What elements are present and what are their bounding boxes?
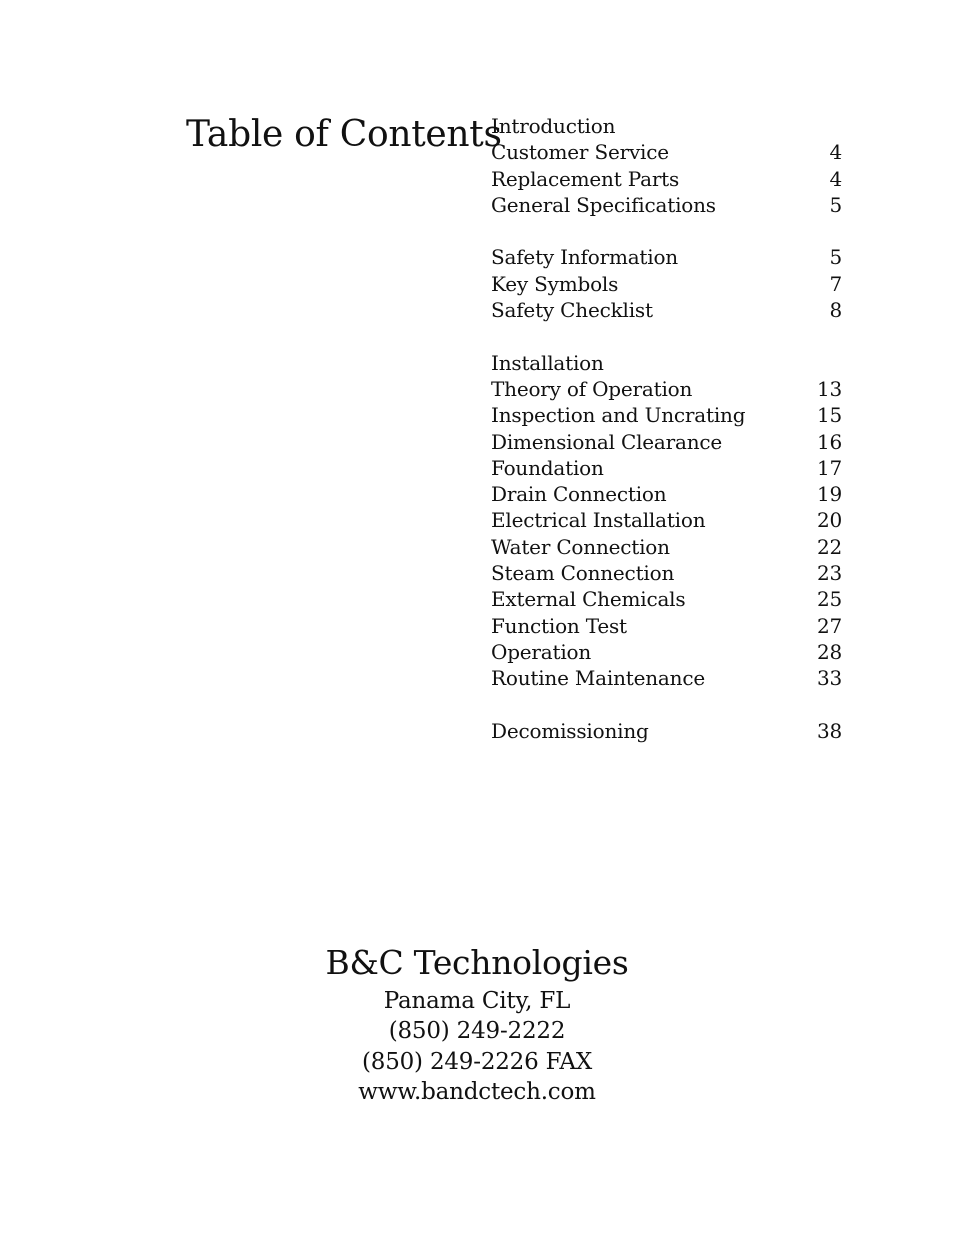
toc-entry-title: Inspection and Uncrating xyxy=(491,403,746,428)
toc-entry xyxy=(491,271,842,297)
toc-entry-page: 27 xyxy=(816,613,842,638)
toc-group xyxy=(491,244,842,323)
toc-group xyxy=(491,350,842,692)
toc-entry xyxy=(491,481,842,507)
toc-entry xyxy=(491,376,842,402)
toc-entry-title: General Specifications xyxy=(491,192,716,217)
toc-entry xyxy=(491,350,842,376)
toc-entry xyxy=(491,586,842,612)
toc-entry-title: Installation xyxy=(491,350,604,375)
toc-entry-title: Drain Connection xyxy=(491,482,667,507)
toc-entry-page: 22 xyxy=(816,534,842,559)
toc-entry-title: Steam Connection xyxy=(491,561,675,586)
toc-entry-title: Customer Service xyxy=(491,140,669,165)
toc-entry-page: 5 xyxy=(829,245,842,270)
toc-entry xyxy=(491,297,842,323)
toc-entry-title: Foundation xyxy=(491,455,604,480)
toc-entry-page: 33 xyxy=(816,666,842,691)
toc-entry-page: 23 xyxy=(816,561,842,586)
toc-entry xyxy=(491,429,842,455)
company-website: www.bandctech.com xyxy=(358,1078,596,1105)
company-name: B&C Technologies xyxy=(325,943,629,982)
toc-entry-title: Operation xyxy=(491,639,592,664)
toc-entry xyxy=(491,244,842,270)
toc-entry-page: 5 xyxy=(829,192,842,217)
toc-entry-title: Introduction xyxy=(491,114,616,138)
toc-entry xyxy=(491,718,842,744)
toc-entry xyxy=(491,192,842,218)
toc-entry-title: Decomissioning xyxy=(491,718,649,743)
toc-entry-title: Function Test xyxy=(491,613,627,638)
toc-entry-page: 25 xyxy=(816,587,842,612)
toc-entry xyxy=(491,455,842,481)
toc-entry-title: Routine Maintenance xyxy=(491,666,705,691)
company-fax: (850) 249-2226 FAX xyxy=(361,1048,593,1075)
toc-entry-title: External Chemicals xyxy=(491,587,686,612)
toc-entry-title: Safety Checklist xyxy=(491,298,653,323)
toc-entry xyxy=(491,560,842,586)
toc-group xyxy=(491,718,842,744)
toc-entry-page: 20 xyxy=(816,508,842,533)
toc-entry-page: 19 xyxy=(816,482,842,507)
page-title: Table of Contents xyxy=(186,114,502,155)
toc-entry-page: 7 xyxy=(829,271,842,296)
toc-entry-page: 15 xyxy=(816,403,842,428)
toc-entry-title: Electrical Installation xyxy=(491,508,706,533)
toc-entry-page: 17 xyxy=(816,455,842,480)
toc-entry xyxy=(491,534,842,560)
toc-entry xyxy=(491,665,842,691)
company-location: Panama City, FL xyxy=(383,988,571,1014)
toc-entry-page: 38 xyxy=(816,718,842,743)
toc-entry xyxy=(491,507,842,533)
company-phone: (850) 249-2222 xyxy=(388,1018,566,1045)
toc-entry xyxy=(491,113,842,139)
toc-entry-page: 16 xyxy=(816,429,842,454)
toc-list xyxy=(491,113,842,770)
toc-group xyxy=(491,113,842,218)
toc-entry xyxy=(491,613,842,639)
toc-entry-title: Theory of Operation xyxy=(491,376,693,401)
toc-entry xyxy=(491,166,842,192)
company-info xyxy=(0,940,954,1107)
toc-entry-page: 8 xyxy=(829,298,842,323)
toc-entry-page: 13 xyxy=(816,376,842,401)
toc-entry-page: 4 xyxy=(829,166,842,191)
toc-entry-page: 4 xyxy=(829,140,842,165)
toc-entry xyxy=(491,639,842,665)
toc-entry xyxy=(491,402,842,428)
toc-entry-title: Water Connection xyxy=(491,534,670,559)
toc-entry-title: Replacement Parts xyxy=(491,166,680,191)
toc-entry-page: 28 xyxy=(816,639,842,664)
toc-entry-title: Dimensional Clearance xyxy=(491,429,723,454)
toc-entry xyxy=(491,139,842,165)
toc-entry-title: Key Symbols xyxy=(491,271,619,296)
toc-entry-title: Safety Information xyxy=(491,245,678,270)
